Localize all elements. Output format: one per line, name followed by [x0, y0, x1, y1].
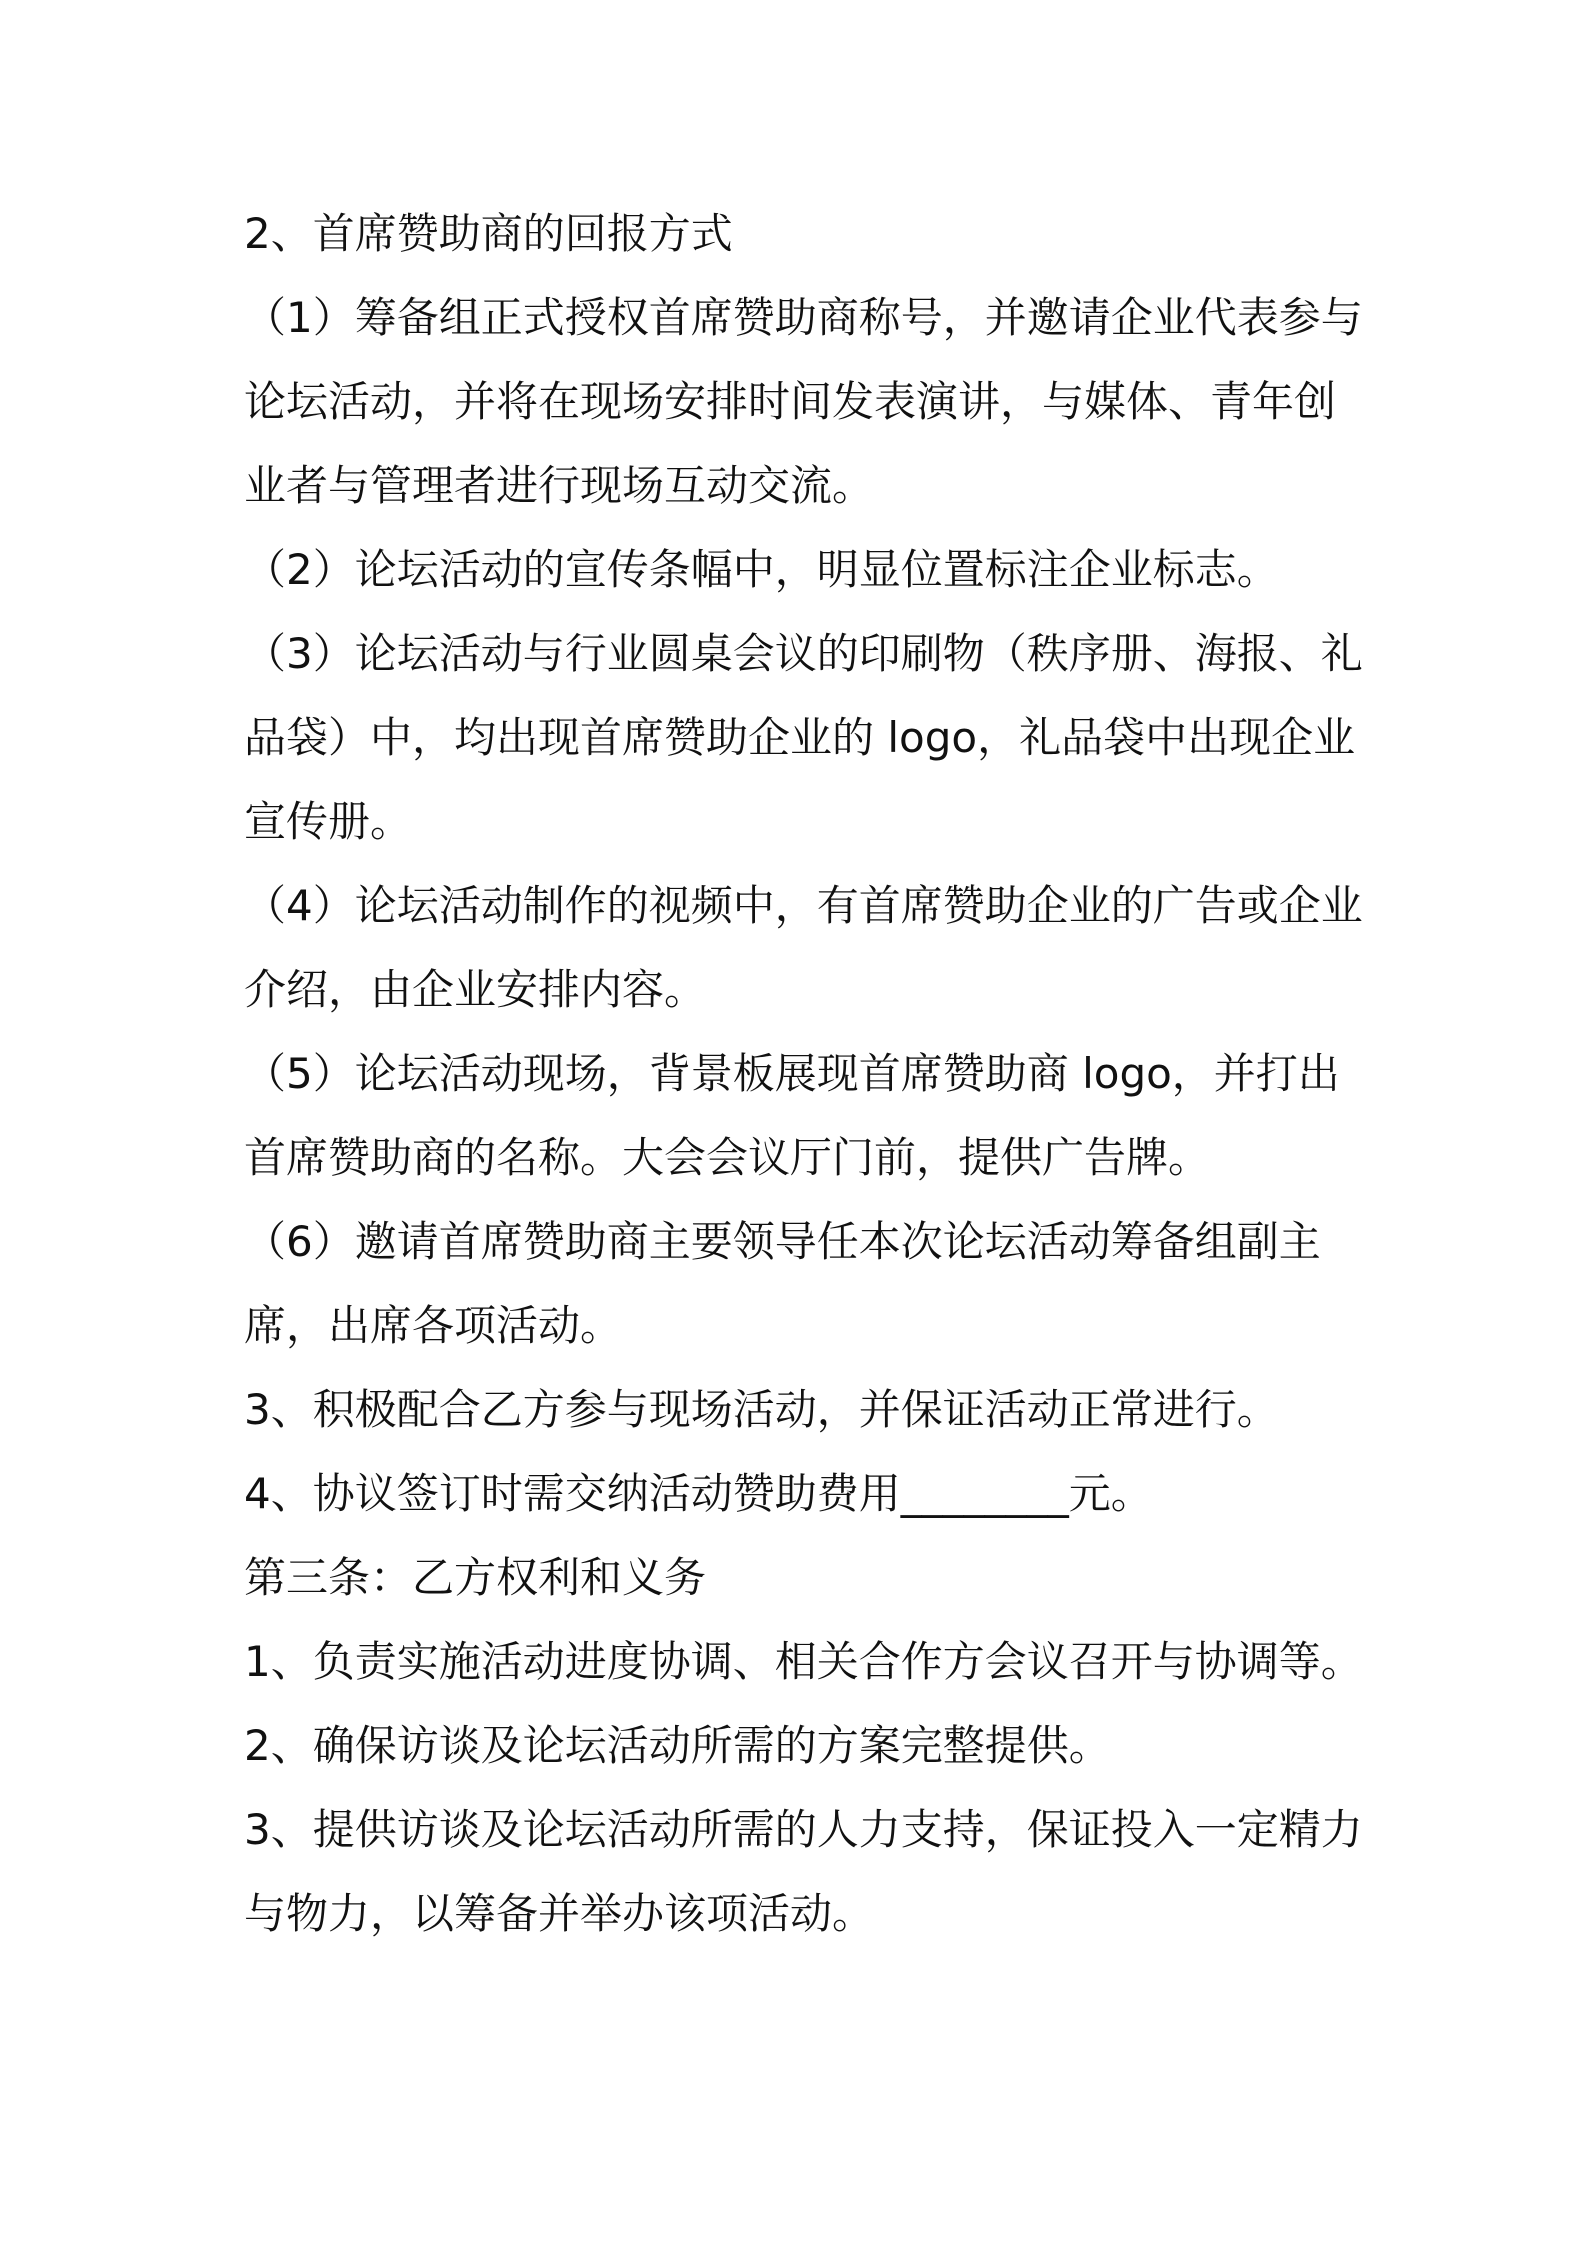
section-item-3: 3、积极配合乙方参与现场活动，并保证活动正常进行。: [244, 1385, 1279, 1434]
party-b-item-3: 3、提供访谈及论坛活动所需的人力支持，保证投入一定精力与物力，以筹备并举办该项活动。: [244, 1805, 1363, 1938]
article-heading-party-b: 第三条：乙方权利和义务: [244, 1553, 707, 1602]
clause-item-6: （6）邀请首席赞助商主要领导任本次论坛活动筹备组副主席，出席各项活动。: [244, 1217, 1321, 1350]
clause-item-3: （3）论坛活动与行业圆桌会议的印刷物（秩序册、海报、礼品袋）中，均出现首席赞助企业的 logo，礼品袋中出现企业宣传册。: [244, 629, 1363, 846]
clause-item-5: （5）论坛活动现场，背景板展现首席赞助商 logo，并打出首席赞助商的名称。大会会议厅门前，提供广告牌。: [244, 1049, 1340, 1182]
clause-item-4: （4）论坛活动制作的视频中，有首席赞助企业的广告或企业介绍，由企业安排内容。: [244, 881, 1363, 1014]
clause-item-2: （2）论坛活动的宣传条幅中，明显位置标注企业标志。: [244, 545, 1279, 594]
party-b-item-2: 2、确保访谈及论坛活动所需的方案完整提供。: [244, 1721, 1111, 1770]
party-b-item-1: 1、负责实施活动进度协调、相关合作方会议召开与协调等。: [244, 1637, 1363, 1686]
document-body: [244, 192, 1364, 1956]
clause-item-1: （1）筹备组正式授权首席赞助商称号，并邀请企业代表参与论坛活动，并将在现场安排时间发表演讲，与媒体、青年创业者与管理者进行现场互动交流。: [244, 293, 1363, 510]
section-heading-sponsor-returns: 2、首席赞助商的回报方式: [244, 209, 733, 258]
section-item-4-fee: 4、协议签订时需交纳活动赞助费用________元。: [244, 1469, 1153, 1518]
